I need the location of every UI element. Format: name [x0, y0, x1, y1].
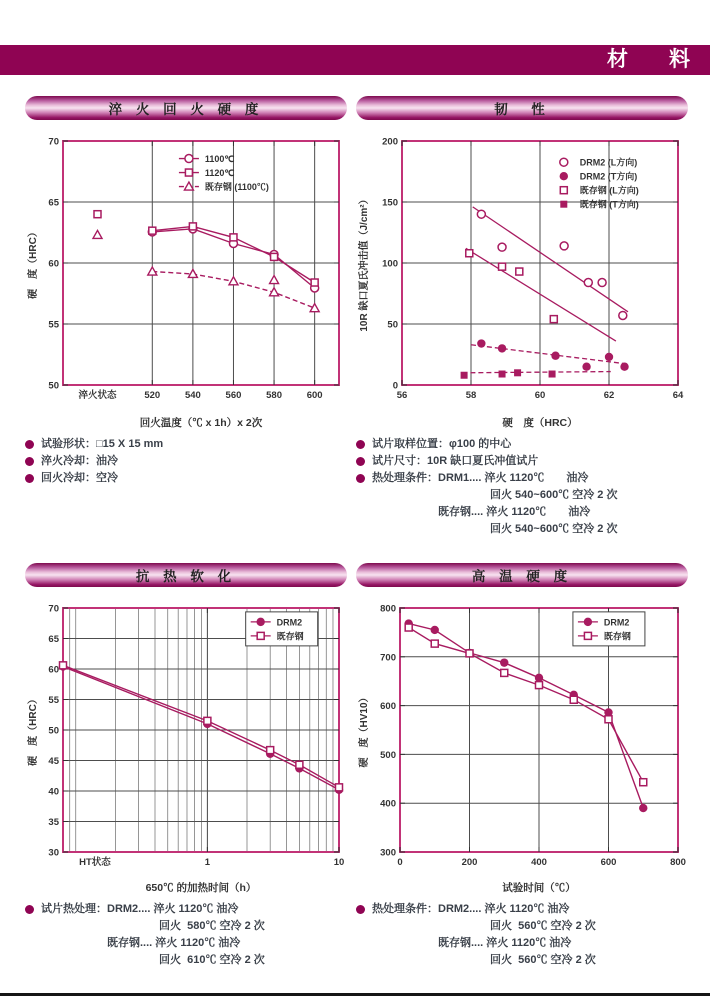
section-toughness — [356, 96, 688, 538]
svg-text:600: 600 — [380, 701, 396, 713]
chart-toughness — [356, 129, 688, 431]
svg-text:既存钢: 既存钢 — [603, 631, 631, 642]
section-quench-temper-hardness — [25, 96, 347, 487]
svg-text:0: 0 — [397, 857, 403, 868]
section-title: 淬 火 回 火 硬 度 — [108, 102, 264, 117]
svg-text:10R 缺口夏氏冲击值（J/cm²）: 10R 缺口夏氏冲击值（J/cm²） — [359, 194, 370, 332]
bullet-icon — [356, 905, 365, 914]
svg-text:56: 56 — [396, 390, 408, 401]
section-title-pill — [356, 563, 688, 587]
notes-toughness — [356, 436, 688, 537]
svg-text:300: 300 — [380, 847, 396, 859]
svg-text:150: 150 — [382, 197, 398, 209]
svg-text:40: 40 — [48, 786, 59, 798]
note-line: 回火 610℃ 空冷 2 次 — [159, 954, 265, 966]
svg-text:既存钢 (T方向): 既存钢 (T方向) — [579, 199, 639, 210]
note-line: 回火 560℃ 空冷 2 次 — [490, 954, 596, 966]
chart-quench-temper-hardness — [25, 129, 347, 431]
page-title: 材 料 — [607, 48, 700, 71]
note-line: 回火 560℃ 空冷 2 次 — [490, 920, 596, 932]
svg-text:1: 1 — [204, 857, 211, 868]
note-line: 试片取样位置：φ100 的中心 — [356, 436, 688, 452]
note-line: 热处理条件：DRM2.... 淬火 1120℃ 油冷 — [356, 901, 688, 917]
notes-softening — [25, 901, 347, 968]
svg-text:35: 35 — [48, 817, 59, 828]
section-softening-resistance — [25, 563, 347, 969]
svg-text:30: 30 — [48, 847, 59, 859]
footer-rule — [0, 993, 710, 996]
svg-text:500: 500 — [380, 749, 396, 761]
page-header-band — [0, 45, 710, 75]
svg-text:560: 560 — [225, 390, 242, 401]
bullet-icon — [25, 440, 34, 449]
svg-text:64: 64 — [672, 390, 684, 401]
svg-text:1120℃: 1120℃ — [204, 168, 235, 179]
svg-text:回火温度（℃ x 1h）x 2次: 回火温度（℃ x 1h）x 2次 — [139, 417, 263, 429]
svg-text:700: 700 — [380, 652, 396, 664]
svg-text:60: 60 — [48, 664, 59, 676]
note-line: 热处理条件：DRM1.... 淬火 1120℃ 油冷 — [356, 470, 688, 486]
bullet-icon — [25, 905, 34, 914]
svg-text:65: 65 — [48, 197, 59, 209]
note-line: 试验形状：□15 X 15 mm — [25, 436, 347, 452]
svg-text:580: 580 — [266, 390, 282, 401]
svg-text:硬 度（HRC）: 硬 度（HRC） — [28, 694, 39, 766]
svg-text:200: 200 — [461, 857, 478, 868]
svg-text:60: 60 — [48, 258, 59, 270]
svg-text:1100℃: 1100℃ — [204, 154, 235, 165]
svg-text:600: 600 — [306, 390, 323, 401]
svg-text:100: 100 — [382, 258, 398, 270]
svg-text:既存钢: 既存钢 — [276, 631, 304, 642]
svg-text:既存钢 (L方向): 既存钢 (L方向) — [579, 185, 639, 196]
chart-softening-resistance — [25, 596, 347, 896]
section-title: 抗 热 软 化 — [135, 569, 237, 584]
svg-text:520: 520 — [144, 390, 161, 401]
svg-text:HT状态: HT状态 — [79, 857, 111, 868]
svg-text:50: 50 — [48, 380, 59, 392]
svg-text:DRM2 (L方向): DRM2 (L方向) — [579, 157, 638, 168]
svg-text:200: 200 — [382, 136, 398, 148]
note-line: 既存钢.... 淬火 1120℃ 油冷 — [438, 937, 572, 949]
section-title-pill — [356, 96, 688, 120]
note-line: 回火 540~600℃ 空冷 2 次 — [490, 489, 618, 501]
svg-text:DRM2: DRM2 — [276, 617, 303, 628]
note-line: 回火 580℃ 空冷 2 次 — [159, 920, 265, 932]
svg-text:70: 70 — [48, 136, 59, 148]
svg-text:硬 度（HV10）: 硬 度（HV10） — [359, 692, 370, 768]
svg-text:540: 540 — [184, 390, 201, 401]
svg-text:DRM2: DRM2 — [603, 617, 630, 628]
section-title-pill — [25, 96, 347, 120]
svg-text:10: 10 — [333, 857, 345, 868]
svg-text:试验时间（℃）: 试验时间（℃） — [502, 882, 576, 894]
svg-text:淬火状态: 淬火状态 — [78, 390, 117, 401]
svg-text:400: 400 — [531, 857, 547, 868]
svg-text:400: 400 — [380, 798, 396, 810]
section-title: 高 温 硬 度 — [471, 569, 573, 584]
svg-text:DRM2 (T方向): DRM2 (T方向) — [579, 171, 638, 182]
bullet-icon — [25, 457, 34, 466]
svg-text:既存钢 (1100℃): 既存钢 (1100℃) — [204, 182, 269, 193]
notes-hot-hardness — [356, 901, 688, 968]
note-line: 既存钢.... 淬火 1120℃ 油冷 — [438, 506, 591, 518]
svg-text:800: 800 — [380, 603, 396, 615]
note-line: 回火冷却：空冷 — [25, 470, 347, 486]
note-line: 既存钢.... 淬火 1120℃ 油冷 — [107, 937, 241, 949]
svg-text:62: 62 — [603, 390, 615, 401]
svg-text:45: 45 — [48, 756, 59, 767]
bullet-icon — [356, 440, 365, 449]
notes-quench-temper — [25, 436, 347, 486]
section-title-pill — [25, 563, 347, 587]
note-line: 试片热处理：DRM2.... 淬火 1120℃ 油冷 — [25, 901, 347, 917]
svg-text:0: 0 — [392, 380, 398, 392]
bullet-icon — [356, 474, 365, 483]
note-line: 试片尺寸：10R 缺口夏氏冲值试片 — [356, 453, 688, 469]
note-line: 回火 540~600℃ 空冷 2 次 — [490, 523, 618, 535]
svg-text:800: 800 — [670, 857, 686, 868]
svg-text:58: 58 — [465, 390, 477, 401]
note-line: 淬火冷却：油冷 — [25, 453, 347, 469]
svg-text:65: 65 — [48, 634, 59, 645]
svg-text:50: 50 — [387, 319, 398, 331]
svg-text:60: 60 — [534, 390, 546, 401]
svg-text:650℃ 的加热时间（h）: 650℃ 的加热时间（h） — [145, 882, 257, 894]
section-hot-hardness — [356, 563, 688, 969]
section-title: 韧 性 — [494, 102, 550, 117]
bullet-icon — [25, 474, 34, 483]
svg-text:70: 70 — [48, 603, 59, 615]
svg-text:55: 55 — [48, 319, 59, 331]
svg-text:55: 55 — [48, 695, 59, 706]
svg-text:硬 度（HRC）: 硬 度（HRC） — [502, 417, 578, 429]
svg-text:硬 度（HRC）: 硬 度（HRC） — [28, 227, 39, 299]
svg-text:50: 50 — [48, 725, 59, 737]
chart-hot-hardness — [356, 596, 688, 896]
bullet-icon — [356, 457, 365, 466]
svg-text:600: 600 — [600, 857, 617, 868]
